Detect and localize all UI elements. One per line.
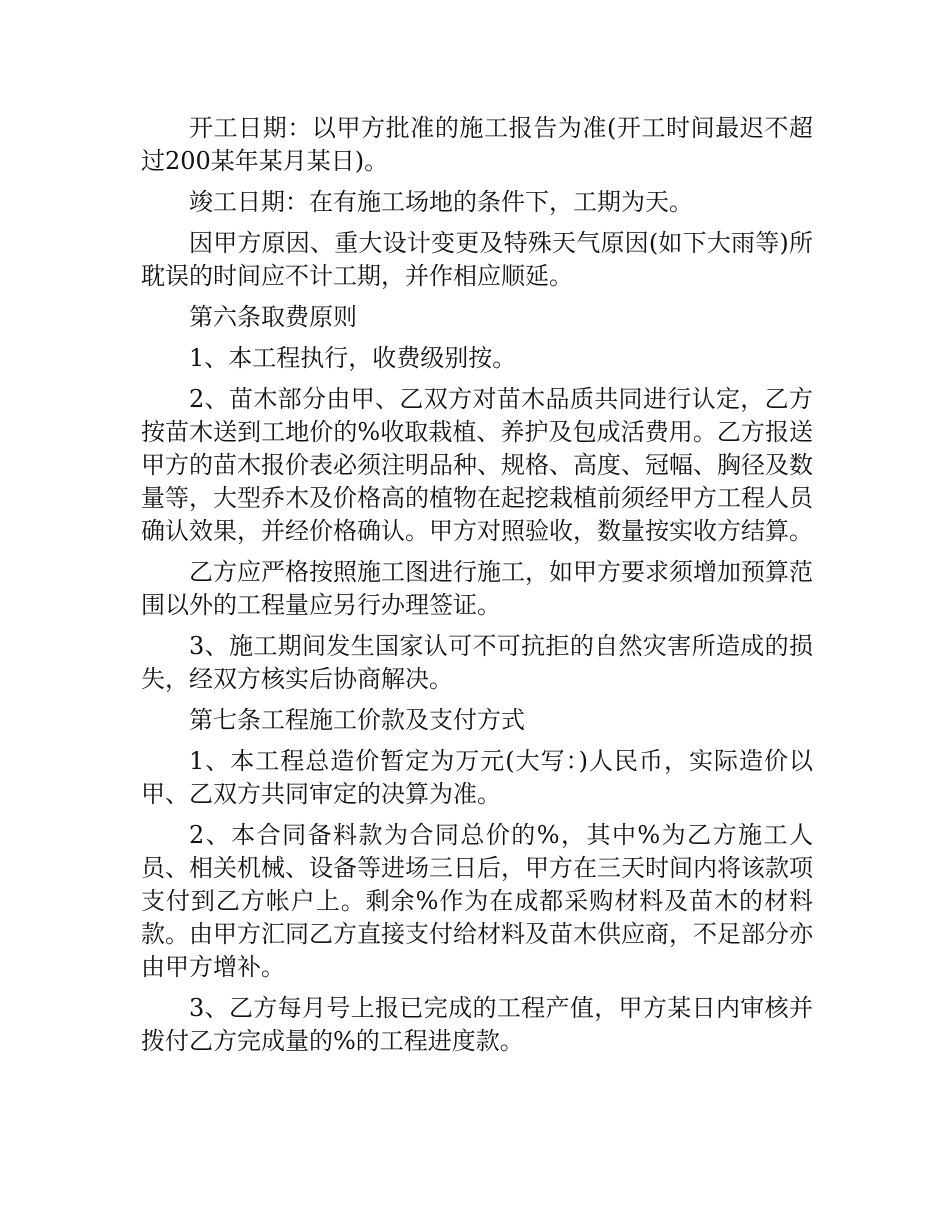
document-page (141, 112, 813, 1066)
paragraph-construction-drawing: 乙方应严格按照施工图进行施工，如甲方要求须增加预算范围以外的工程量应另行办理签证。 (141, 558, 813, 619)
paragraph-article-6-item-2: 2、苗木部分由甲、乙双方对苗木品质共同进行认定，乙方按苗木送到工地价的%收取栽植、养护及包成活费用。乙方报送甲方的苗木报价表必须注明品种、规格、高度、冠幅、胸径及数量等，大型乔木及价格高的植物在起挖栽植前须经甲方工程人员确认效果，并经价格确认。甲方对照验收，数量按实收方结算。 (141, 385, 813, 545)
heading-article-7: 第七条工程施工价款及支付方式 (189, 706, 525, 734)
heading-article-6: 第六条取费原则 (189, 303, 357, 331)
paragraph-article-6-item-3: 3、施工期间发生国家认可不可抗拒的自然灾害所造成的损失，经双方核实后协商解决。 (141, 632, 813, 693)
paragraph-start-date: 开工日期：以甲方批准的施工报告为准(开工时间最迟不超过200某年某月某日)。 (141, 114, 813, 175)
paragraph-delay-clause: 因甲方原因、重大设计变更及特殊天气原因(如下大雨等)所耽误的时间应不计工期，并作相应顺延。 (141, 229, 813, 290)
paragraph-completion-date: 竣工日期：在有施工场地的条件下，工期为天。 (189, 188, 693, 216)
paragraph-article-7-item-2: 2、本合同备料款为合同总价的%，其中%为乙方施工人员、相关机械、设备等进场三日后，甲方在三天时间内将该款项支付到乙方帐户上。剩余%作为在成都采购材料及苗木的材料款。由甲方汇同乙方直接支付给材料及苗木供应商，不足部分亦由甲方增补。 (141, 821, 813, 981)
paragraph-article-7-item-3: 3、乙方每月号上报已完成的工程产值，甲方某日内审核并拨付乙方完成量的%的工程进度款。 (141, 994, 813, 1055)
paragraph-article-6-item-1: 1、本工程执行，收费级别按。 (189, 344, 517, 372)
paragraph-article-7-item-1: 1、本工程总造价暂定为万元(大写：)人民币，实际造价以甲、乙双方共同审定的决算为准。 (141, 747, 813, 808)
